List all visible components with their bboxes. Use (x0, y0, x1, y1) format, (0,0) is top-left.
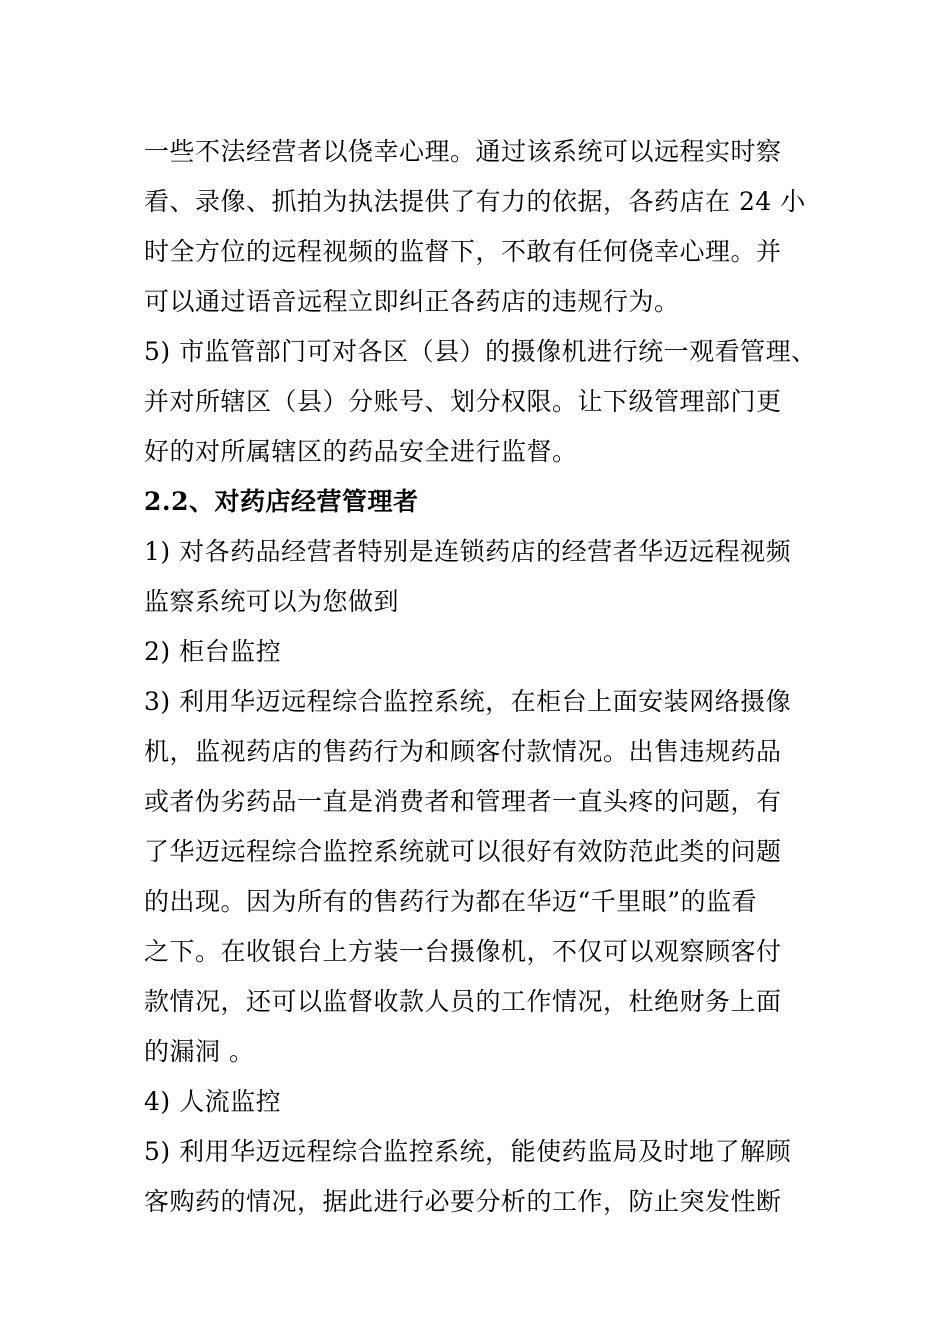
text-line: 监察系统可以为您做到 (144, 587, 400, 616)
text-line: 3) 利用华迈远程综合监控系统，在柜台上面安装网络摄像 (144, 687, 792, 716)
text-line: 一些不法经营者以侥幸心理。通过该系统可以远程实时察 (144, 137, 782, 166)
text-line: 之下。在收银台上方装一台摄像机，不仅可以观察顾客付 (144, 937, 782, 966)
document-page (144, 127, 817, 1227)
text-line: 1) 对各药品经营者特别是连锁药店的经营者华迈远程视频 (144, 537, 792, 566)
text-line: 款情况，还可以监督收款人员的工作情况，杜绝财务上面 (144, 987, 782, 1016)
text-line: 5) 市监管部门可对各区（县）的摄像机进行统一观看管理、 (144, 337, 817, 366)
text-line: 时全方位的远程视频的监督下，不敢有任何侥幸心理。并 (144, 237, 782, 266)
text-line: 的漏洞 。 (144, 1037, 255, 1066)
text-line: 5) 利用华迈远程综合监控系统，能使药监局及时地了解顾 (144, 1137, 792, 1166)
text-line: 4) 人流监控 (144, 1087, 282, 1116)
text-line: 了华迈远程综合监控系统就可以很好有效防范此类的问题 (144, 837, 782, 866)
text-line: 机，监视药店的售药行为和顾客付款情况。出售违规药品 (144, 737, 782, 766)
text-line: 客购药的情况，据此进行必要分析的工作，防止突发性断 (144, 1187, 782, 1216)
text-line: 可以通过语音远程立即纠正各药店的违规行为。 (144, 287, 680, 316)
text-line: 看、录像、抓拍为执法提供了有力的依据，各药店在 24 小 (144, 187, 806, 216)
text-line: 并对所辖区（县）分账号、划分权限。让下级管理部门更 (144, 387, 782, 416)
text-line: 的出现。因为所有的售药行为都在华迈“千里眼”的监看 (144, 887, 758, 916)
text-line: 或者伪劣药品一直是消费者和管理者一直头疼的问题，有 (144, 787, 782, 816)
section-heading: 2.2、对药店经营管理者 (144, 487, 419, 516)
text-line: 好的对所属辖区的药品安全进行监督。 (144, 437, 578, 466)
text-line: 2) 柜台监控 (144, 637, 282, 666)
